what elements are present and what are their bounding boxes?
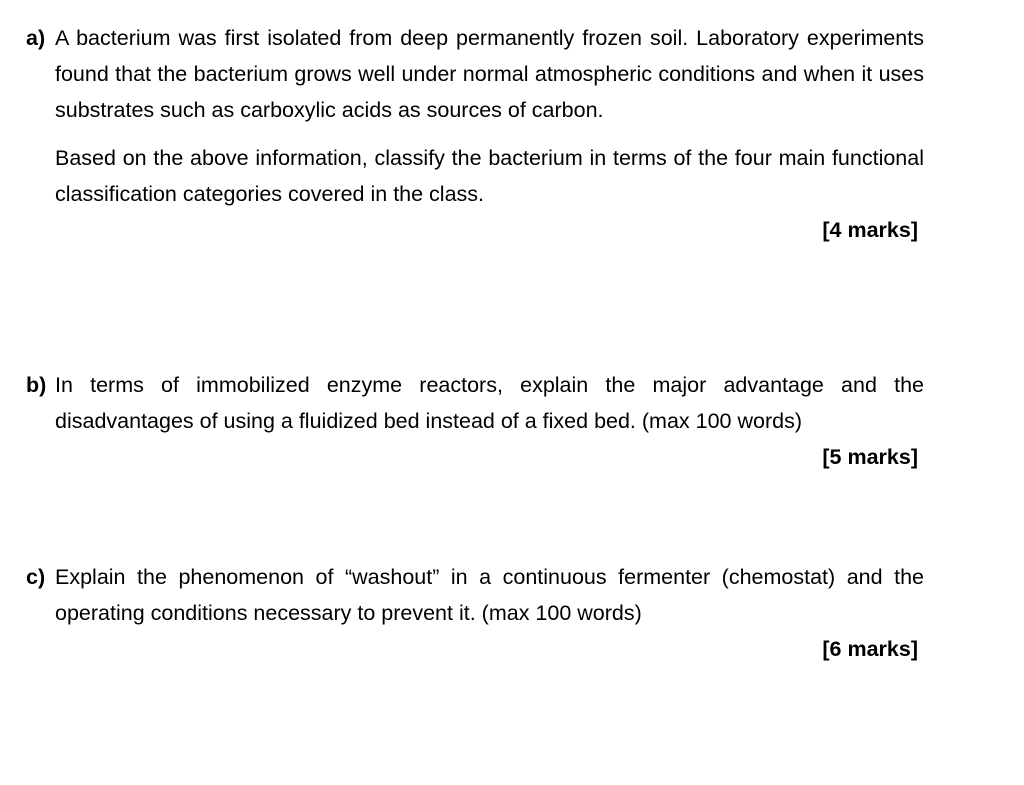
- question-b-text: In terms of immobilized enzyme reactors, explain the major advantage and the disadvantages of using a fluidized bed instead of a fixed bed. (max 100 words): [55, 373, 924, 433]
- question-c-row: [26, 559, 924, 631]
- question-c-label: c): [26, 565, 46, 589]
- question-b-row: [26, 367, 924, 439]
- question-b-marks: [5 marks]: [822, 445, 918, 469]
- question-b: [26, 367, 924, 475]
- question-a-instruction: Based on the above information, classify the bacterium in terms of the four main functional classification categories covered in the class.: [55, 146, 924, 206]
- question-a-row: [26, 20, 924, 128]
- question-c: [26, 559, 924, 667]
- question-c-marks: [6 marks]: [822, 637, 918, 661]
- question-b-label: b): [26, 373, 47, 397]
- question-a-label: a): [26, 26, 46, 50]
- question-a: [26, 20, 924, 248]
- question-c-text: Explain the phenomenon of “washout” in a continuous fermenter (chemostat) and the operating conditions necessary to prevent it. (max 100 words): [55, 565, 924, 625]
- question-a-text: A bacterium was first isolated from deep permanently frozen soil. Laboratory experiments found that the bacterium grows well under normal atmospheric conditions and when it uses substrates such as carboxylic acids as sources of carbon.: [55, 26, 924, 122]
- question-a-marks: [4 marks]: [822, 218, 918, 242]
